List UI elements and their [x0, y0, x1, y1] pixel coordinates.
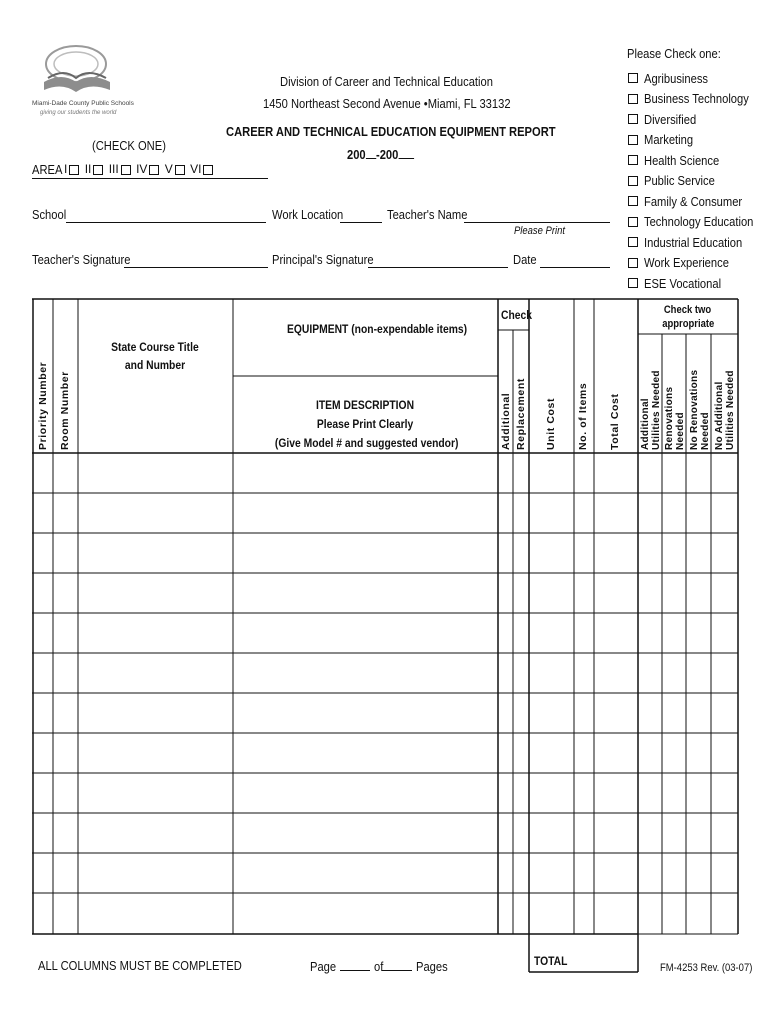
division-line: Division of Career and Technical Education: [280, 74, 493, 89]
number-of-items-header: No. of Items: [577, 382, 589, 450]
total-label: TOTAL: [534, 954, 568, 968]
program-option-technology-education[interactable]: Technology Education: [628, 212, 770, 233]
total-cost-header: Total Cost: [609, 393, 621, 450]
year-mid: -200: [375, 147, 399, 162]
replacement-header: Replacement: [515, 378, 527, 450]
program-option-ese-vocational[interactable]: ESE Vocational: [628, 273, 770, 294]
total-field[interactable]: [560, 940, 636, 970]
area-option-iv[interactable]: IV: [136, 162, 161, 176]
table-row[interactable]: [33, 813, 738, 853]
table-row[interactable]: [33, 533, 738, 573]
room-number-header: Room Number: [59, 371, 71, 450]
page-number-blank[interactable]: [340, 958, 370, 971]
area-option-vi[interactable]: VI: [190, 162, 215, 176]
no-renovations-header: No Renovations Needed: [689, 369, 711, 450]
page-total-blank[interactable]: [382, 958, 412, 971]
address-line: 1450 Northeast Second Avenue •Miami, FL 33132: [263, 96, 511, 111]
area-option-iii[interactable]: III: [109, 162, 133, 176]
additional-utilities-header: Additional Utilities Needed: [640, 370, 662, 450]
area-option-ii[interactable]: II: [85, 162, 106, 176]
additional-header: Additional: [500, 392, 512, 450]
page-count: Page of Pages: [310, 959, 448, 974]
table-row[interactable]: [33, 733, 738, 773]
program-option-family-consumer[interactable]: Family & Consumer: [628, 191, 770, 212]
program-option-public-service[interactable]: Public Service: [628, 171, 770, 192]
year-start: 200: [347, 147, 366, 162]
logo-tagline: giving our students the world: [40, 110, 117, 116]
unit-cost-header: Unit Cost: [545, 397, 557, 450]
please-print-note: Please Print: [514, 225, 566, 237]
program-option-agribusiness[interactable]: Agribusiness: [628, 68, 770, 89]
date-label: Date: [513, 252, 537, 267]
program-option-work-experience[interactable]: Work Experience: [628, 253, 770, 274]
principal-signature-label: Principal's Signature: [272, 252, 374, 267]
program-option-marketing[interactable]: Marketing: [628, 130, 770, 151]
program-option-diversified[interactable]: Diversified: [628, 109, 770, 130]
table-row[interactable]: [33, 893, 738, 934]
area-option-v[interactable]: V: [165, 162, 187, 176]
no-additional-utilities-header: No Additional Utilities Needed: [714, 370, 736, 450]
course-title-header: State Course Title and Number: [111, 340, 199, 372]
table-body: [33, 453, 738, 934]
teacher-name-label: Teacher's Name: [387, 207, 468, 222]
teacher-signature-label: Teacher's Signature: [32, 252, 131, 267]
table-row[interactable]: [33, 773, 738, 813]
table-row[interactable]: [33, 693, 738, 733]
form-id: FM-4253 Rev. (03-07): [660, 962, 753, 974]
renovations-needed-header: Renovations Needed: [664, 386, 686, 450]
area-label: AREA: [32, 162, 63, 177]
check-one-label: (CHECK ONE): [92, 138, 166, 153]
area-option-i[interactable]: I: [64, 162, 81, 176]
program-option-industrial-education[interactable]: Industrial Education: [628, 232, 770, 253]
check-header: Check: [501, 308, 532, 322]
equipment-header: EQUIPMENT (non-expendable items): [287, 322, 468, 336]
all-columns-note: ALL COLUMNS MUST BE COMPLETED: [38, 958, 242, 973]
table-row[interactable]: [33, 853, 738, 893]
check-two-header: Check two appropriate: [661, 304, 715, 330]
program-heading: Please Check one:: [627, 46, 721, 61]
work-location-label: Work Location: [272, 207, 344, 222]
school-label: School: [32, 207, 67, 222]
table-row[interactable]: [33, 453, 738, 493]
table-row[interactable]: [33, 493, 738, 533]
logo-org-name: Miami-Dade County Public Schools: [32, 100, 134, 107]
priority-number-header: Priority Number: [37, 361, 49, 450]
program-option-business-technology[interactable]: Business Technology: [628, 89, 770, 110]
report-title: CAREER AND TECHNICAL EDUCATION EQUIPMENT REPORT: [226, 124, 556, 139]
table-row[interactable]: [33, 653, 738, 693]
table-row[interactable]: [33, 573, 738, 613]
table-row[interactable]: [33, 613, 738, 653]
item-description-header: ITEM DESCRIPTION Please Print Clearly (Give Model # and suggested vendor): [274, 398, 459, 450]
program-option-health-science[interactable]: Health Science: [628, 150, 770, 171]
